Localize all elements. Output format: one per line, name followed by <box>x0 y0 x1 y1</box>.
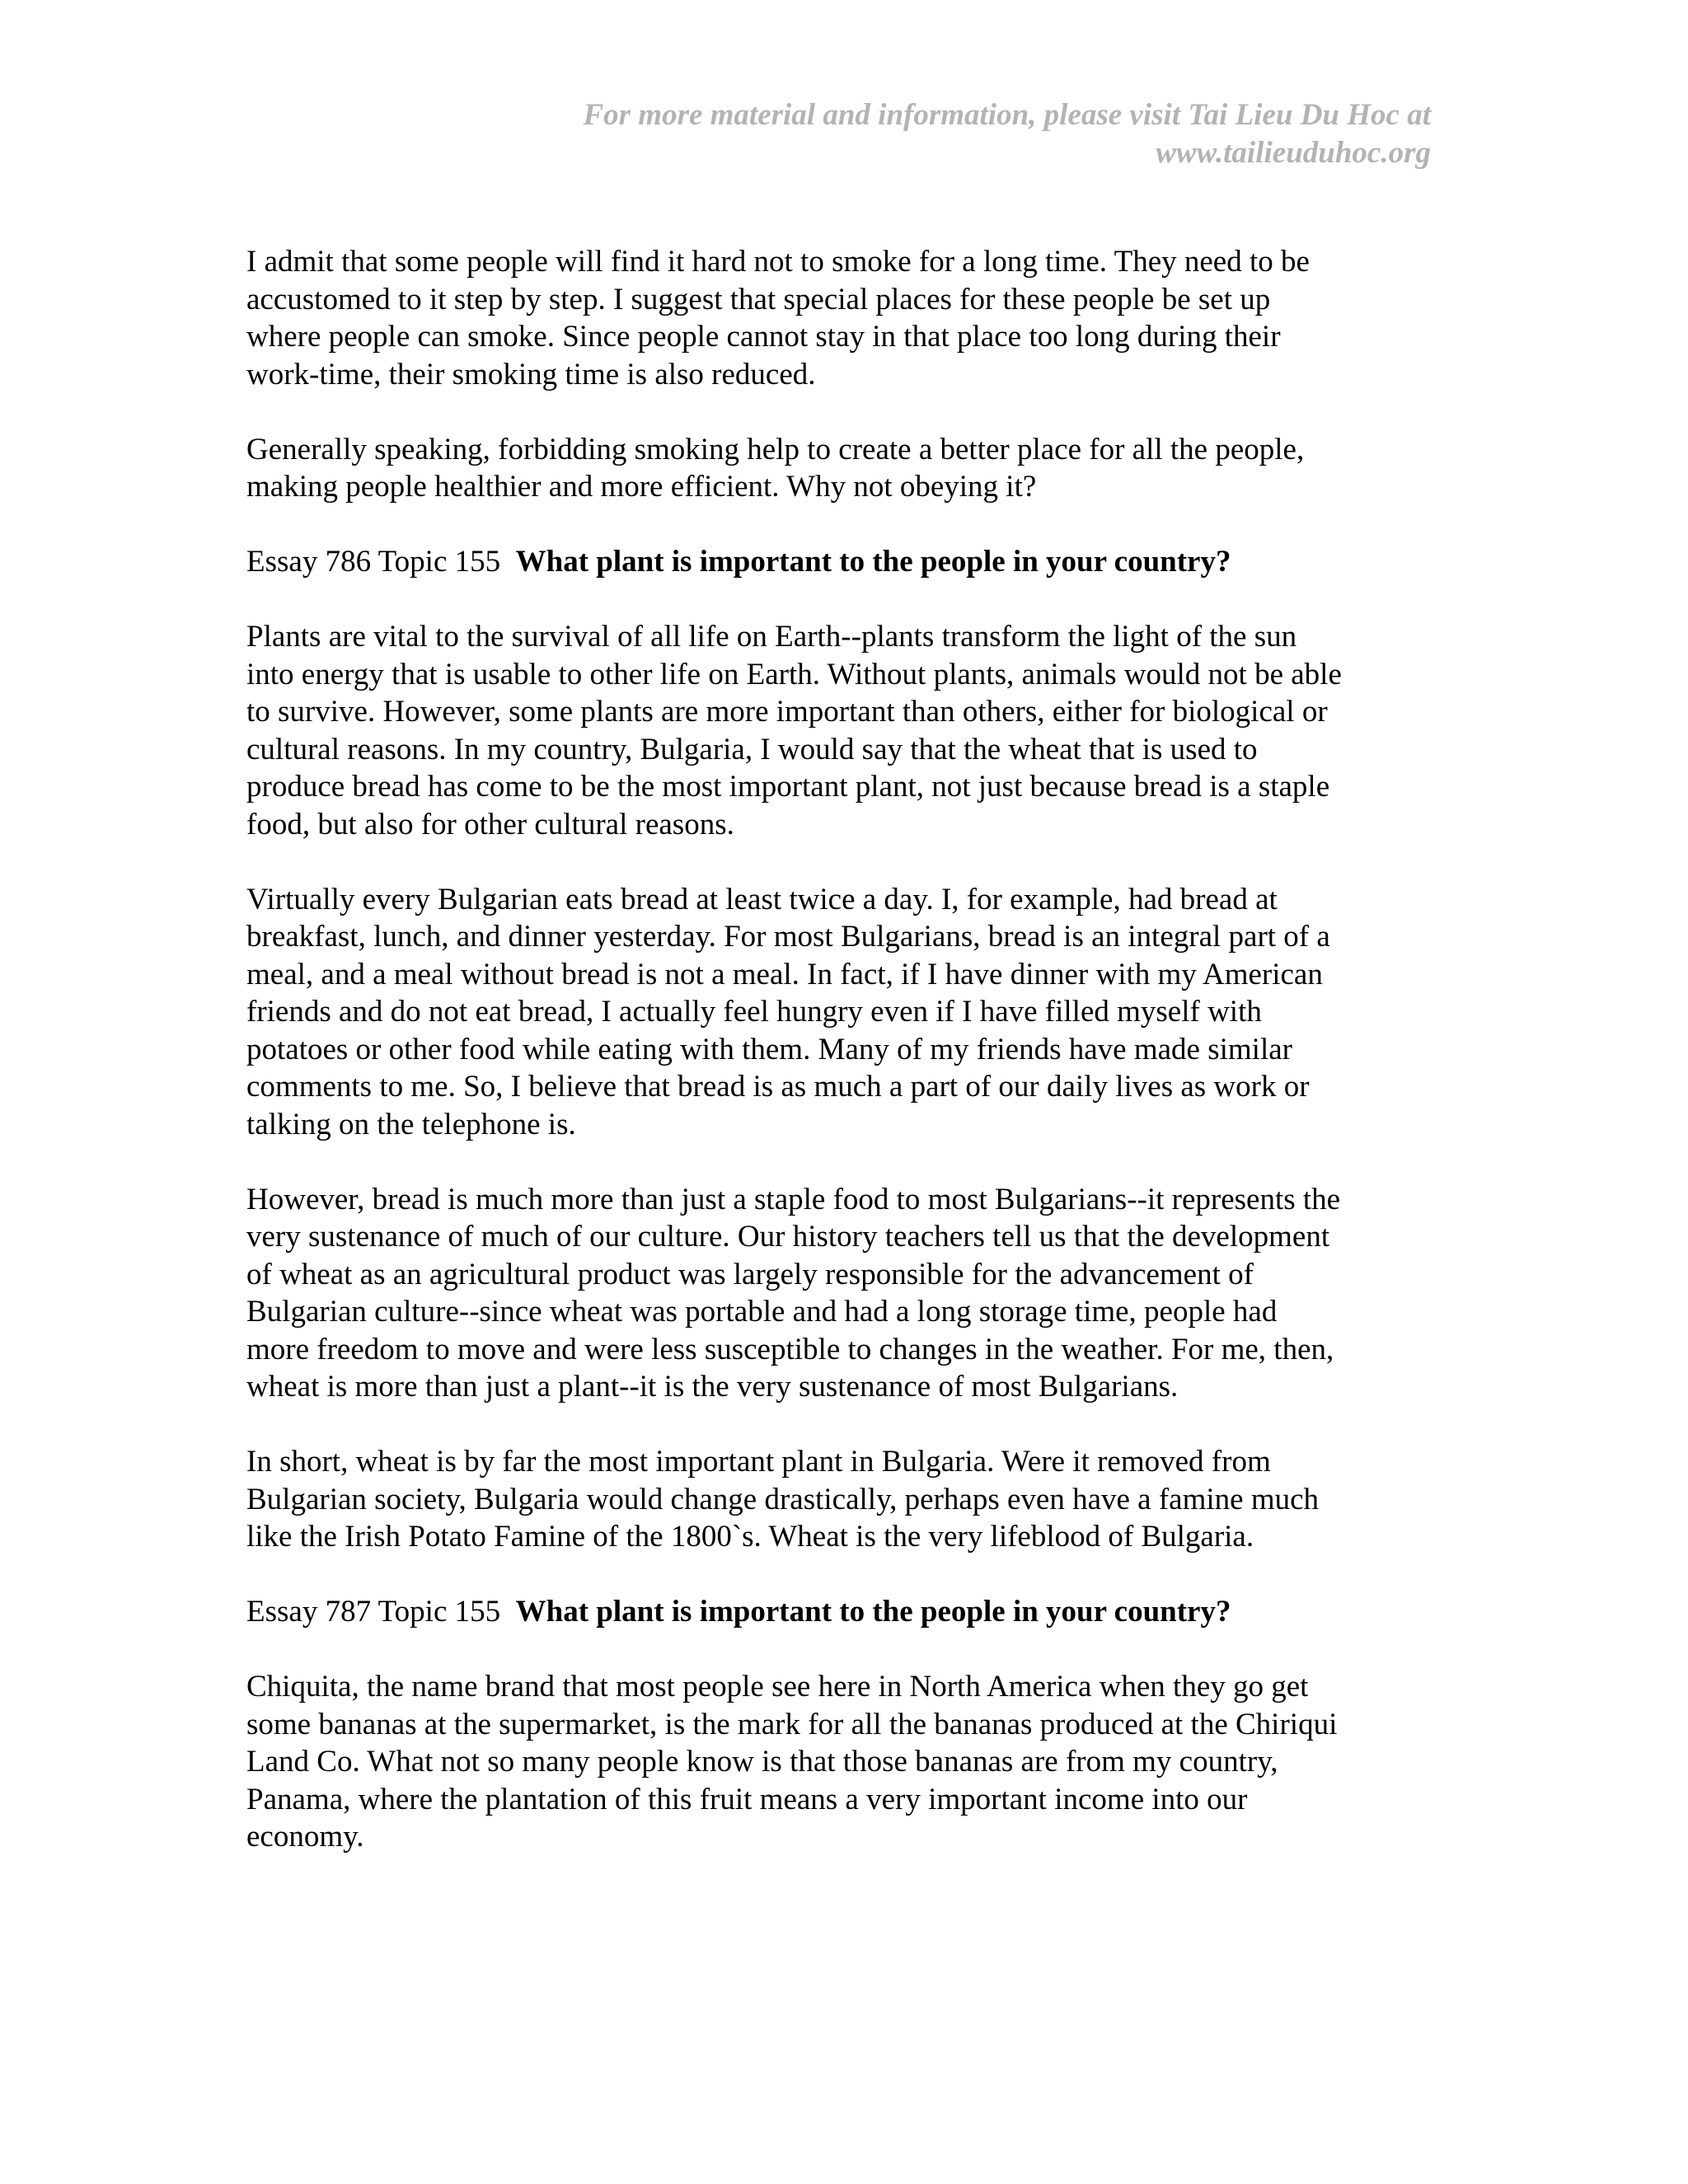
paragraph-line: friends and do not eat bread, I actually feel hungry even if I have filled myself with <box>246 995 1262 1029</box>
paragraph-line: produce bread has come to be the most important plant, not just because bread is a staple <box>246 770 1330 804</box>
paragraph-line: Panama, where the plantation of this fruit means a very important income into our <box>246 1782 1248 1816</box>
paragraph-line: I admit that some people will find it hard not to smoke for a long time. They need to be <box>246 245 1310 279</box>
paragraph <box>246 1443 1450 1556</box>
paragraph <box>246 881 1450 1144</box>
document-body <box>246 243 1450 1893</box>
paragraph <box>246 243 1450 393</box>
paragraph-line: Plants are vital to the survival of all life on Earth--plants transform the light of the sun <box>246 620 1297 654</box>
paragraph-line: potatoes or other food while eating with them. Many of my friends have made similar <box>246 1032 1292 1066</box>
paragraph-line: Land Co. What not so many people know is that those bananas are from my country, <box>246 1745 1278 1779</box>
page-header <box>277 96 1431 172</box>
paragraph-line: of wheat as an agricultural product was largely responsible for the advancement of <box>246 1257 1254 1291</box>
paragraph-line: where people can smoke. Since people cannot stay in that place too long during their <box>246 320 1281 354</box>
essay-label: Essay 786 Topic 155 <box>246 545 501 579</box>
paragraph-line: cultural reasons. In my country, Bulgaria, I would say that the wheat that is used to <box>246 732 1258 766</box>
paragraph-line: Chiquita, the name brand that most people see here in North America when they go get <box>246 1670 1309 1704</box>
paragraph <box>246 1181 1450 1406</box>
paragraph-line: work-time, their smoking time is also reduced. <box>246 357 816 391</box>
paragraph-line: economy. <box>246 1820 364 1854</box>
paragraph-line: accustomed to it step by step. I suggest that special places for these people be set up <box>246 282 1271 316</box>
paragraph-line: like the Irish Potato Famine of the 1800`s. Wheat is the very lifeblood of Bulgaria. <box>246 1520 1254 1554</box>
paragraph <box>246 1668 1450 1856</box>
essay-heading <box>246 1593 1450 1631</box>
paragraph-line: However, bread is much more than just a staple food to most Bulgarians--it represents the <box>246 1182 1341 1216</box>
paragraph-line: making people healthier and more efficient. Why not obeying it? <box>246 470 1037 504</box>
paragraph-line: Virtually every Bulgarian eats bread at least twice a day. I, for example, had bread at <box>246 882 1278 916</box>
paragraph <box>246 618 1450 843</box>
paragraph-line: meal, and a meal without bread is not a meal. In fact, if I have dinner with my American <box>246 957 1323 991</box>
header-line-1: For more material and information, please visit Tai Lieu Du Hoc at <box>583 98 1431 132</box>
paragraph-line: breakfast, lunch, and dinner yesterday. For most Bulgarians, bread is an integral part of a <box>246 920 1330 954</box>
paragraph-line: food, but also for other cultural reasons. <box>246 807 734 841</box>
paragraph-line: very sustenance of much of our culture. Our history teachers tell us that the development <box>246 1220 1330 1254</box>
paragraph <box>246 431 1450 506</box>
essay-topic: What plant is important to the people in your country? <box>515 1595 1231 1629</box>
paragraph-line: Bulgarian society, Bulgaria would change drastically, perhaps even have a famine much <box>246 1482 1320 1516</box>
header-link[interactable]: www.tailieuduhoc.org <box>1156 136 1431 170</box>
essay-topic: What plant is important to the people in your country? <box>515 545 1231 579</box>
paragraph-line: more freedom to move and were less susceptible to changes in the weather. For me, then, <box>246 1332 1334 1366</box>
essay-heading <box>246 543 1450 581</box>
paragraph-line: to survive. However, some plants are more important than others, either for biological or <box>246 695 1328 729</box>
paragraph-line: comments to me. So, I believe that bread is as much a part of our daily lives as work or <box>246 1070 1310 1104</box>
paragraph-line: Generally speaking, forbidding smoking help to create a better place for all the people, <box>246 432 1305 466</box>
paragraph-line: Bulgarian culture--since wheat was portable and had a long storage time, people had <box>246 1295 1278 1329</box>
paragraph-line: talking on the telephone is. <box>246 1107 576 1141</box>
paragraph-line: some bananas at the supermarket, is the mark for all the bananas produced at the Chiriqui <box>246 1707 1338 1741</box>
paragraph-line: into energy that is usable to other life on Earth. Without plants, animals would not be able <box>246 657 1342 691</box>
paragraph-line: wheat is more than just a plant--it is the very sustenance of most Bulgarians. <box>246 1370 1179 1404</box>
paragraph-line: In short, wheat is by far the most important plant in Bulgaria. Were it removed from <box>246 1445 1271 1479</box>
essay-label: Essay 787 Topic 155 <box>246 1595 501 1629</box>
